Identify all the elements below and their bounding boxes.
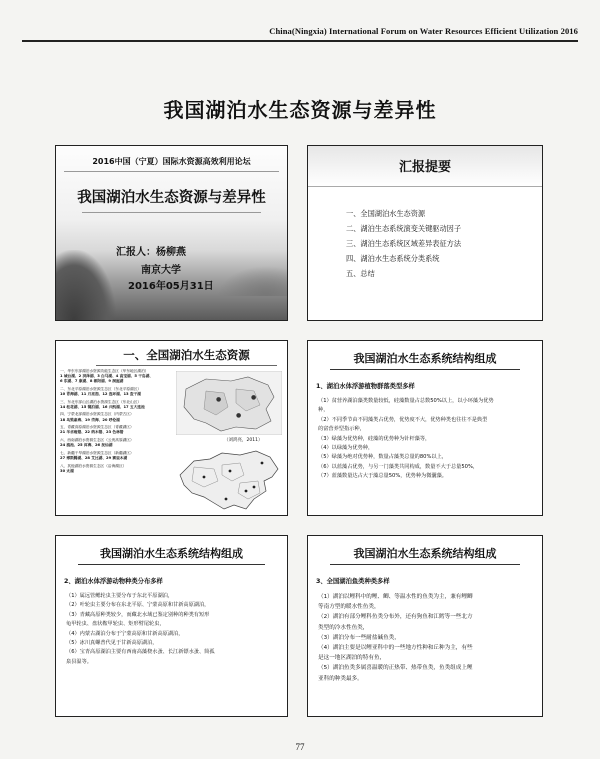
- text-line: （6）以蓝藻占优势，与另一门藻类共同构成，数量不大于总量50%，: [318, 463, 479, 470]
- outline-item: 一、全国湖泊水生态资源: [346, 209, 426, 218]
- outline-item: 三、湖泊生态系统区域差异表征方法: [346, 239, 462, 248]
- region-lakes: 14 松花湖、15 镜泊湖、16 兴凯湖、17 五大连池: [60, 404, 145, 409]
- slide-title: 我国湖泊水生态系统结构组成: [330, 544, 520, 565]
- tree-silhouette: [56, 250, 116, 320]
- text-line: 亚科的种类最多。: [318, 675, 363, 682]
- text-line: （3）湖泊分布一些耐盐碱鱼类，: [318, 634, 400, 641]
- section-heading: 2、湖泊水体浮游动物种类分布多样: [64, 578, 163, 585]
- region-heading: 一、华东东部湖泊水资源功能生态区（华东地区湖泊）: [60, 369, 149, 373]
- text-line: 龟甲轮虫、盘状鞍甲轮虫、矩形臂尾轮虫，: [66, 621, 165, 628]
- region-heading: 五、青藏高原湖泊水资源生态区（青藏湖区）: [60, 425, 134, 430]
- region-lakes: 1 城台湖、2 洪泽湖、3 白马湖、4 高宝湖、5 干岛湖、: [60, 374, 153, 379]
- region-heading: 四、宁蒙北部湖泊水资源生态区（内蒙古区）: [60, 412, 134, 417]
- region-lakes: 6 东湖、7 康湖、8 都阳湖、9 洞庭湖: [60, 379, 124, 384]
- page-title: 我国湖泊水生态资源与差异性: [163, 98, 437, 122]
- slide-zooplankton: [55, 535, 288, 717]
- region-lakes: 30 太湖: [60, 468, 74, 473]
- text-line: 种，: [318, 407, 329, 414]
- section-heading: 1、湖泊水体浮游植物群落类型多样: [316, 383, 415, 390]
- text-line: （7）蓝藻数量达占大于藻总量50%，优势种为微囊藻。: [318, 473, 447, 480]
- date: 2016年05月31日: [128, 281, 214, 292]
- svg-text:●: ●: [251, 394, 257, 401]
- map-citation: （刘鸿亮，2011）: [224, 438, 263, 443]
- lake-region-group: [60, 387, 172, 397]
- outline-item: 二、湖泊生态系统演变关键驱动因子: [346, 224, 462, 233]
- outline-item: 四、湖泊水生态系统分类系统: [346, 254, 440, 263]
- region-lakes: 10 青海湖、11 月亮泡、12 连环湖、13 查干湖: [60, 391, 141, 396]
- slide-title: 一、全国湖泊水生态资源: [96, 347, 277, 366]
- slide-outline: [307, 145, 543, 321]
- text-line: （2）叶轮虫主要分布在东北平原、宁蒙高原和甘新高原湖泊，: [66, 602, 210, 609]
- region-map: [176, 371, 282, 435]
- lake-region-group: [60, 464, 172, 474]
- region-heading: 二、东北平原湖泊水资源生态区（东北平原湖区）: [60, 386, 142, 391]
- text-line: （4）以绿藻为优势种，: [318, 445, 374, 452]
- lake-region-list: [60, 369, 172, 476]
- text-line: （1）湖泊以鲤科中的鲤、鲫、等温水性的鱼类为主，兼有鲤鲫: [318, 594, 473, 600]
- text-line: 是这一地区湖泊的特有鱼，: [318, 655, 386, 662]
- slide-fish: [307, 535, 543, 717]
- region-heading: 七、新疆干旱湖泊水资源生态区（新疆湖区）: [60, 450, 134, 455]
- section-heading: 3、全国湖泊鱼类种类多样: [316, 578, 390, 585]
- svg-text:●: ●: [236, 412, 242, 419]
- region-lakes: 18 乌梁素海、19 岱海、20 呼伦湖: [60, 417, 120, 422]
- text-line: 泉县温等。: [66, 658, 92, 665]
- outline-list: [346, 206, 461, 281]
- forum-name: 2016中国（宁夏）国际水资源高效利用论坛: [92, 157, 251, 166]
- divider: [82, 212, 261, 213]
- text-line: （4）内蒙古湖泊分布于宁蒙高原和甘新高原湖泊，: [66, 630, 184, 637]
- text-line: （1）贫营养湖泊藻类数量较低，硅藻数量占总数50%以上，以小环藻为优势: [318, 398, 494, 404]
- china-map: [174, 447, 284, 513]
- outline-item: 五、总结: [346, 269, 375, 278]
- running-header: China(Ningxia) International Forum on Water Resources Efficient Utilization 2016: [269, 26, 578, 36]
- text-line: （1）属远管鳃轮虫主要分布于东北平原湖泊，: [66, 593, 174, 599]
- slide-cover: [55, 145, 288, 321]
- region-heading: 六、西南湖泊水资源生态区（云贵高原湖区）: [60, 438, 134, 442]
- text-line: （6）宝青高原湖泊主要有西南高藻桡水蚤、长江新镖水蚤、简孤: [66, 649, 215, 656]
- region-heading: 八、其他湖泊水资源生态区（沿海湖区）: [60, 463, 127, 468]
- text-lines: [318, 397, 534, 482]
- text-line: （3）绿藻为优势种，硅藻的优势种为针杆藻等，: [318, 435, 431, 442]
- slide-title: 汇报提要: [398, 160, 451, 175]
- text-line: 等南方型的暖水性鱼类，: [318, 604, 380, 611]
- slide-lake-resources: [55, 340, 288, 516]
- slide-title: 我国湖泊水生态资源与差异性: [77, 190, 266, 206]
- region-lakes: 21 羊卓雍错、22 纳木错、23 色林错: [60, 430, 124, 435]
- slide-title: 我国湖泊水生态系统结构组成: [78, 544, 265, 565]
- lake-region-group: [60, 400, 172, 410]
- text-line: （4）湖泊主要是以鲤亚科中的一些地方性种和丘种为主，有些: [318, 645, 473, 652]
- lake-region-group: [60, 451, 172, 461]
- region-lakes: 24 滇池、25 洱海、26 抚仙湖: [60, 443, 113, 448]
- page-number: 77: [295, 742, 305, 752]
- text-lines: [66, 592, 279, 667]
- text-line: （5）绿藻为绝对优势种，数量占藻类总量的80%以上，: [318, 454, 447, 461]
- header-rule: [22, 40, 578, 42]
- lake-region-group: [60, 438, 172, 448]
- university: 南京大学: [141, 265, 181, 276]
- lake-region-group: [60, 369, 172, 384]
- text-line: （2）不同季节由不同藻类占优势，优势度不大，优势种类也往往不是典型: [318, 416, 488, 423]
- text-line: 类型的冷水性鱼类，: [318, 624, 369, 631]
- reporter: 汇报人：杨柳燕: [116, 247, 186, 258]
- region-heading: 三、东北东部山区湖泊水资源生态区（东北山区）: [60, 399, 142, 404]
- far-shore: [217, 266, 287, 296]
- text-lines: [318, 592, 534, 684]
- text-line: （5）湖泊鱼类多属喜温暖的正热带、热带鱼类，鱼类组成上鲤: [318, 665, 473, 672]
- text-line: 的富营养型指示种，: [318, 426, 365, 433]
- svg-text:●: ●: [216, 396, 222, 403]
- divider: [64, 171, 279, 172]
- text-line: （2）湖泊有部分鲤科鱼类分布外，还有狗鱼和江鳕等一些北方: [318, 614, 473, 621]
- lake-region-group: [60, 425, 172, 435]
- text-line: （3）青藏高原种类较少，而藏北水域已鉴定别种的种类有短形: [66, 611, 210, 618]
- slide-phytoplankton: [307, 340, 543, 516]
- text-line: （5）冰川真螺普代见于甘新高原湖泊，: [66, 640, 158, 647]
- slide-title: 我国湖泊水生态系统结构组成: [330, 349, 520, 370]
- region-lakes: 27 博斯腾湖、28 艾比湖、29 赛里木湖: [60, 455, 128, 460]
- lake-region-group: [60, 412, 172, 422]
